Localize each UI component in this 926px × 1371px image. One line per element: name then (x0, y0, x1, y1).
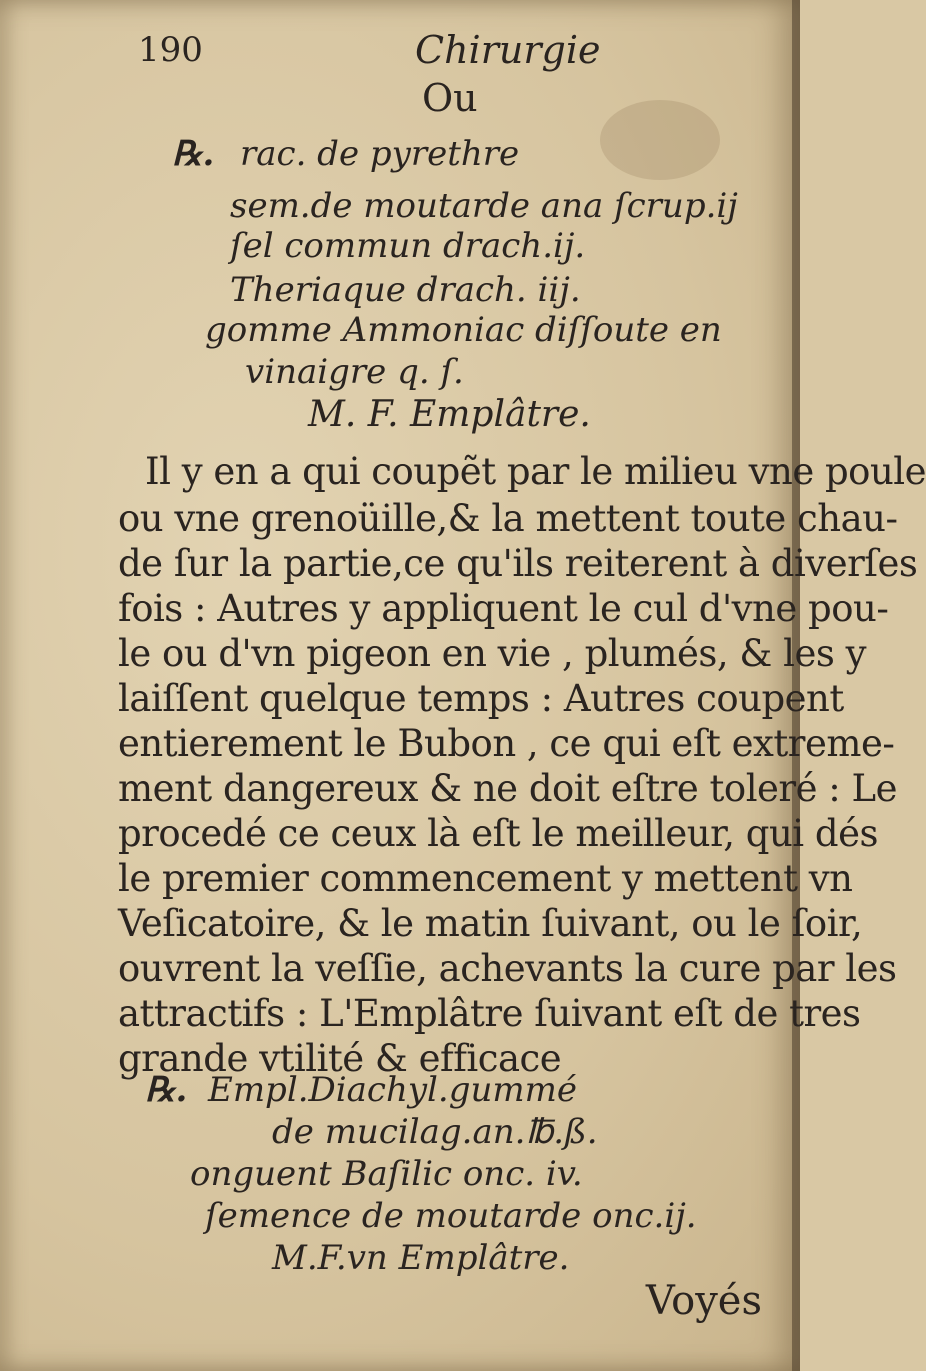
paragraph-line: le premier commencement y mettent vn (118, 857, 853, 900)
recipe-line: M. F. Emplâtre. (308, 394, 591, 435)
paragraph-line: grande vtilité & efficace (118, 1037, 562, 1080)
paragraph-line: de ſur la partie,ce qu'ils reiterent à diverſes (118, 542, 918, 585)
paragraph-line: ou vne grenoüille,& la mettent toute chau- (118, 497, 898, 540)
paragraph-line: fois : Autres y appliquent le cul d'vne pou- (118, 587, 889, 630)
catchword: Voyés (645, 1278, 762, 1324)
paragraph-line: attractifs : L'Emplâtre ſuivant eſt de tres (118, 992, 861, 1035)
page-number: 190 (138, 30, 203, 70)
paragraph-line: Il y en a qui coupẽt par le milieu vne poule (145, 450, 926, 493)
running-title: Chirurgie (415, 28, 601, 72)
recipe-line: vinaigre q. ſ. (245, 352, 464, 392)
recipe-line: ſemence de moutarde onc.ij. (205, 1196, 697, 1236)
paragraph-line: procedé ce ceux là eſt le meilleur, qui dés (118, 812, 878, 855)
paragraph-line: le ou d'vn pigeon en vie , plumés, & les y (118, 632, 866, 675)
recipe-intro: Ou (422, 76, 478, 120)
recipe-line: gomme Ammoniac diſſoute en (205, 310, 722, 350)
recipe-line: Theriaque drach. iij. (230, 270, 581, 310)
recipe-line: rac. de pyrethre (240, 134, 520, 174)
recipe-line: ſel commun drach.ij. (230, 226, 586, 266)
rx-symbol: ℞. (145, 1070, 188, 1110)
recipe-line: Empl.Diachyl.gummé (208, 1070, 578, 1110)
paragraph-line: Veſicatoire, & le matin ſuivant, ou le ſoir, (118, 902, 863, 945)
recipe-line: sem.de moutarde ana ſcrup.ij (230, 186, 738, 226)
paragraph-line: entierement le Bubon , ce qui eſt extreme- (118, 722, 895, 765)
recipe-line: de mucilag.an.℔.ß. (272, 1112, 598, 1152)
rx-symbol: ℞. (172, 134, 215, 174)
paragraph-line: laiſſent quelque temps : Autres coupent (118, 677, 844, 720)
recipe-line: M.F.vn Emplâtre. (272, 1238, 570, 1278)
paragraph-line: ment dangereux & ne doit eſtre toleré : Le (118, 767, 897, 810)
paragraph-line: ouvrent la veſſie, achevants la cure par les (118, 947, 897, 990)
recipe-line: onguent Baſilic onc. iv. (190, 1154, 583, 1194)
ink-stain (600, 100, 720, 180)
